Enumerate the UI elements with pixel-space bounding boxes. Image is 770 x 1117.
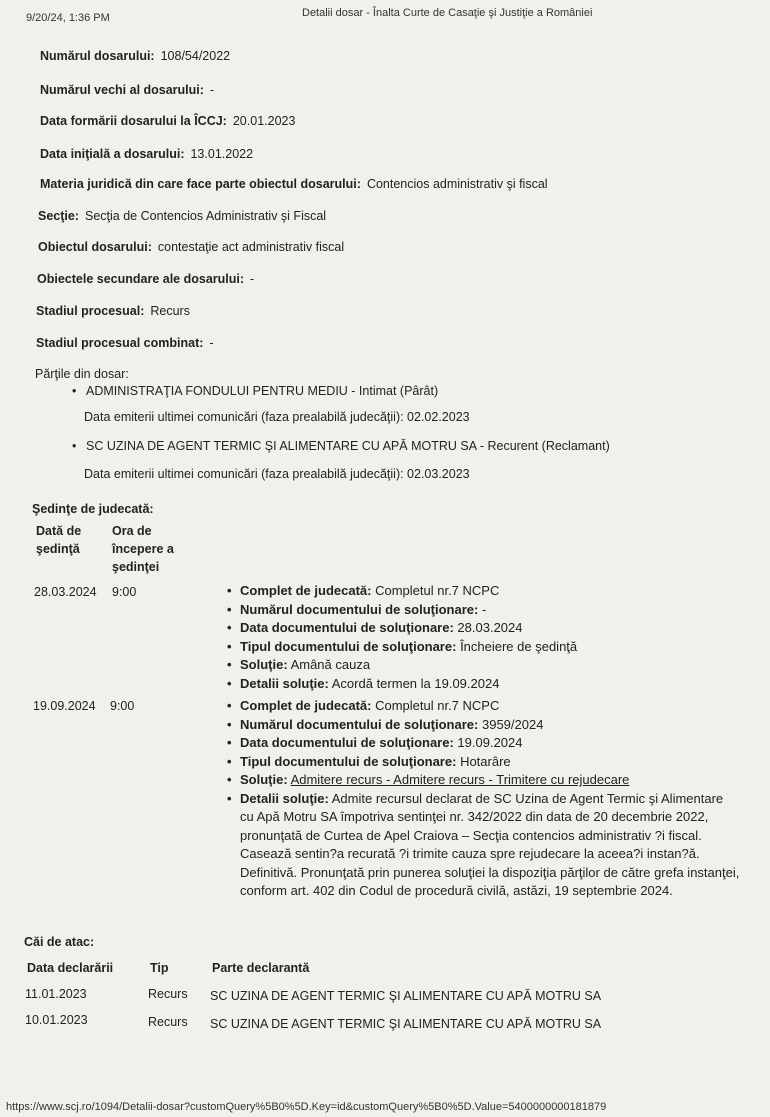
field-value: Secţia de Contencios Administrativ şi Fiscal — [85, 209, 327, 223]
detail-detalii: • Detalii soluţie: Acordă termen la 19.09.2024 — [240, 675, 740, 694]
field-label: Stadiul procesual: — [36, 304, 145, 318]
field-value: - — [250, 272, 255, 286]
sedinta-details — [240, 582, 740, 693]
atac-data: 11.01.2023 — [25, 987, 87, 1001]
sedinta-data: 19.09.2024 — [33, 699, 96, 713]
atac-data: 10.01.2023 — [25, 1013, 88, 1027]
detail-tip-doc: • Tipul documentului de soluţionare: Încheiere de şedinţă — [240, 638, 740, 657]
party-item — [72, 439, 610, 453]
detail-complet: • Complet de judecată: Completul nr.7 NCPC — [240, 697, 740, 716]
field-value: - — [209, 336, 214, 350]
detail-complet: • Complet de judecată: Completul nr.7 NCPC — [240, 582, 740, 601]
atac-parte: SC UZINA DE AGENT TERMIC ŞI ALIMENTARE CU APĂ MOTRU SA — [210, 989, 602, 1003]
field-value: 108/54/2022 — [160, 49, 231, 63]
field-obiect — [38, 240, 344, 254]
field-numar-vechi — [40, 83, 214, 97]
field-value: 20.01.2023 — [232, 114, 296, 128]
detail-data-doc: • Data documentului de soluţionare: 28.03.2024 — [240, 619, 740, 638]
field-value: - — [209, 83, 215, 97]
atac-tip: Recurs — [148, 1015, 188, 1029]
field-stadiu-combinat — [36, 336, 214, 350]
field-label: Numărul vechi al dosarului: — [40, 83, 204, 97]
sedinte-title: Şedinţe de judecată: — [32, 502, 154, 516]
sedinta-ora: 9:00 — [112, 585, 137, 599]
field-data-initiala — [40, 147, 253, 161]
detail-solutie: • Soluţie: Amână cauza — [240, 656, 740, 675]
party-communication: Data emiterii ultimei comunicări (faza prealabilă judecăţii): 02.02.2023 — [84, 410, 470, 424]
detail-data-doc: • Data documentului de soluţionare: 19.09.2024 — [240, 734, 740, 753]
cai-atac-title: Căi de atac: — [24, 935, 95, 949]
field-label: Secţie: — [38, 209, 79, 223]
print-title: Detalii dosar - Înalta Curte de Casaţie şi Justiţie a României — [302, 7, 593, 19]
atac-parte: SC UZINA DE AGENT TERMIC ŞI ALIMENTARE CU APĂ MOTRU SA — [210, 1017, 602, 1031]
field-label: Numărul dosarului: — [40, 49, 155, 63]
col-data-sedinta: Dată de şedinţă — [36, 524, 82, 556]
field-sectie — [38, 209, 326, 223]
col-tip: Tip — [150, 961, 169, 975]
field-obiecte-secundare — [37, 272, 254, 286]
field-numar — [40, 49, 230, 63]
detail-detalii: • Detalii soluţie: Admite recursul declarat de SC Uzina de Agent Termic şi Alimentare cu Apă Motru SA împotriva sentinţei nr. 342/2022 din data de 20 decembrie 2022, pronunţată de Curtea de Apel Craiova – Secţia contencios administrativ ?i fiscal. Casează sentin?a recurată ?i trimite cauza spre rejudecare la aceea?i instan?ă. Definitivă. Pronunţată prin punerea soluţiei la dispoziţia părţilor de către grefa instanţei, conform art. 402 din Codul de procedură civilă, astăzi, 19 septembrie 2024. — [240, 790, 740, 901]
party-item — [72, 384, 438, 398]
field-label: Data iniţială a dosarului: — [40, 147, 185, 161]
col-ora-sedinta: Ora de începere a şedinţei — [112, 524, 174, 574]
sedinta-details — [240, 697, 740, 901]
field-label: Data formării dosarului la ÎCCJ: — [40, 114, 227, 128]
field-value: 13.01.2022 — [190, 147, 254, 161]
field-value: contestaţie act administrativ fiscal — [157, 240, 345, 254]
parti-title: Părţile din dosar: — [35, 367, 129, 381]
sedinta-data: 28.03.2024 — [34, 585, 97, 599]
bullet-icon: • — [72, 439, 77, 453]
detail-tip-doc: • Tipul documentului de soluţionare: Hotarâre — [240, 753, 740, 772]
detail-nr-doc: • Numărul documentului de soluţionare: - — [240, 601, 740, 620]
field-label: Obiectele secundare ale dosarului: — [37, 272, 245, 286]
party-name: ADMINISTRAŢIA FONDULUI PENTRU MEDIU - Intimat (Pârât) — [86, 384, 439, 398]
field-label: Stadiul procesual combinat: — [36, 336, 204, 350]
field-label: Obiectul dosarului: — [38, 240, 152, 254]
page-url: https://www.scj.ro/1094/Detalii-dosar?customQuery%5B0%5D.Key=id&customQuery%5B0%5D.Value=5400000000181879 — [6, 1101, 607, 1113]
col-parte-declaranta: Parte declarantă — [212, 961, 310, 975]
sedinta-ora: 9:00 — [110, 699, 135, 713]
field-stadiu — [36, 304, 190, 318]
col-data-declararii: Data declarării — [27, 961, 114, 975]
party-name: SC UZINA DE AGENT TERMIC ŞI ALIMENTARE CU APĂ MOTRU SA - Recurent (Reclamant) — [86, 439, 610, 453]
detail-nr-doc: • Numărul documentului de soluţionare: 3959/2024 — [240, 716, 740, 735]
field-value: Recurs — [150, 304, 190, 318]
field-value: Contencios administrativ şi fiscal — [366, 177, 548, 191]
field-label: Materia juridică din care face parte obiectul dosarului: — [40, 177, 361, 191]
print-datetime: 9/20/24, 1:36 PM — [26, 12, 110, 24]
field-materia — [40, 177, 548, 191]
detail-solutie: • Soluţie: Admitere recurs - Admitere recurs - Trimitere cu rejudecare — [240, 771, 740, 790]
party-communication: Data emiterii ultimei comunicări (faza prealabilă judecăţii): 02.03.2023 — [84, 467, 470, 481]
field-data-formarii — [40, 114, 295, 128]
bullet-icon: • — [72, 384, 77, 398]
atac-tip: Recurs — [148, 987, 188, 1001]
